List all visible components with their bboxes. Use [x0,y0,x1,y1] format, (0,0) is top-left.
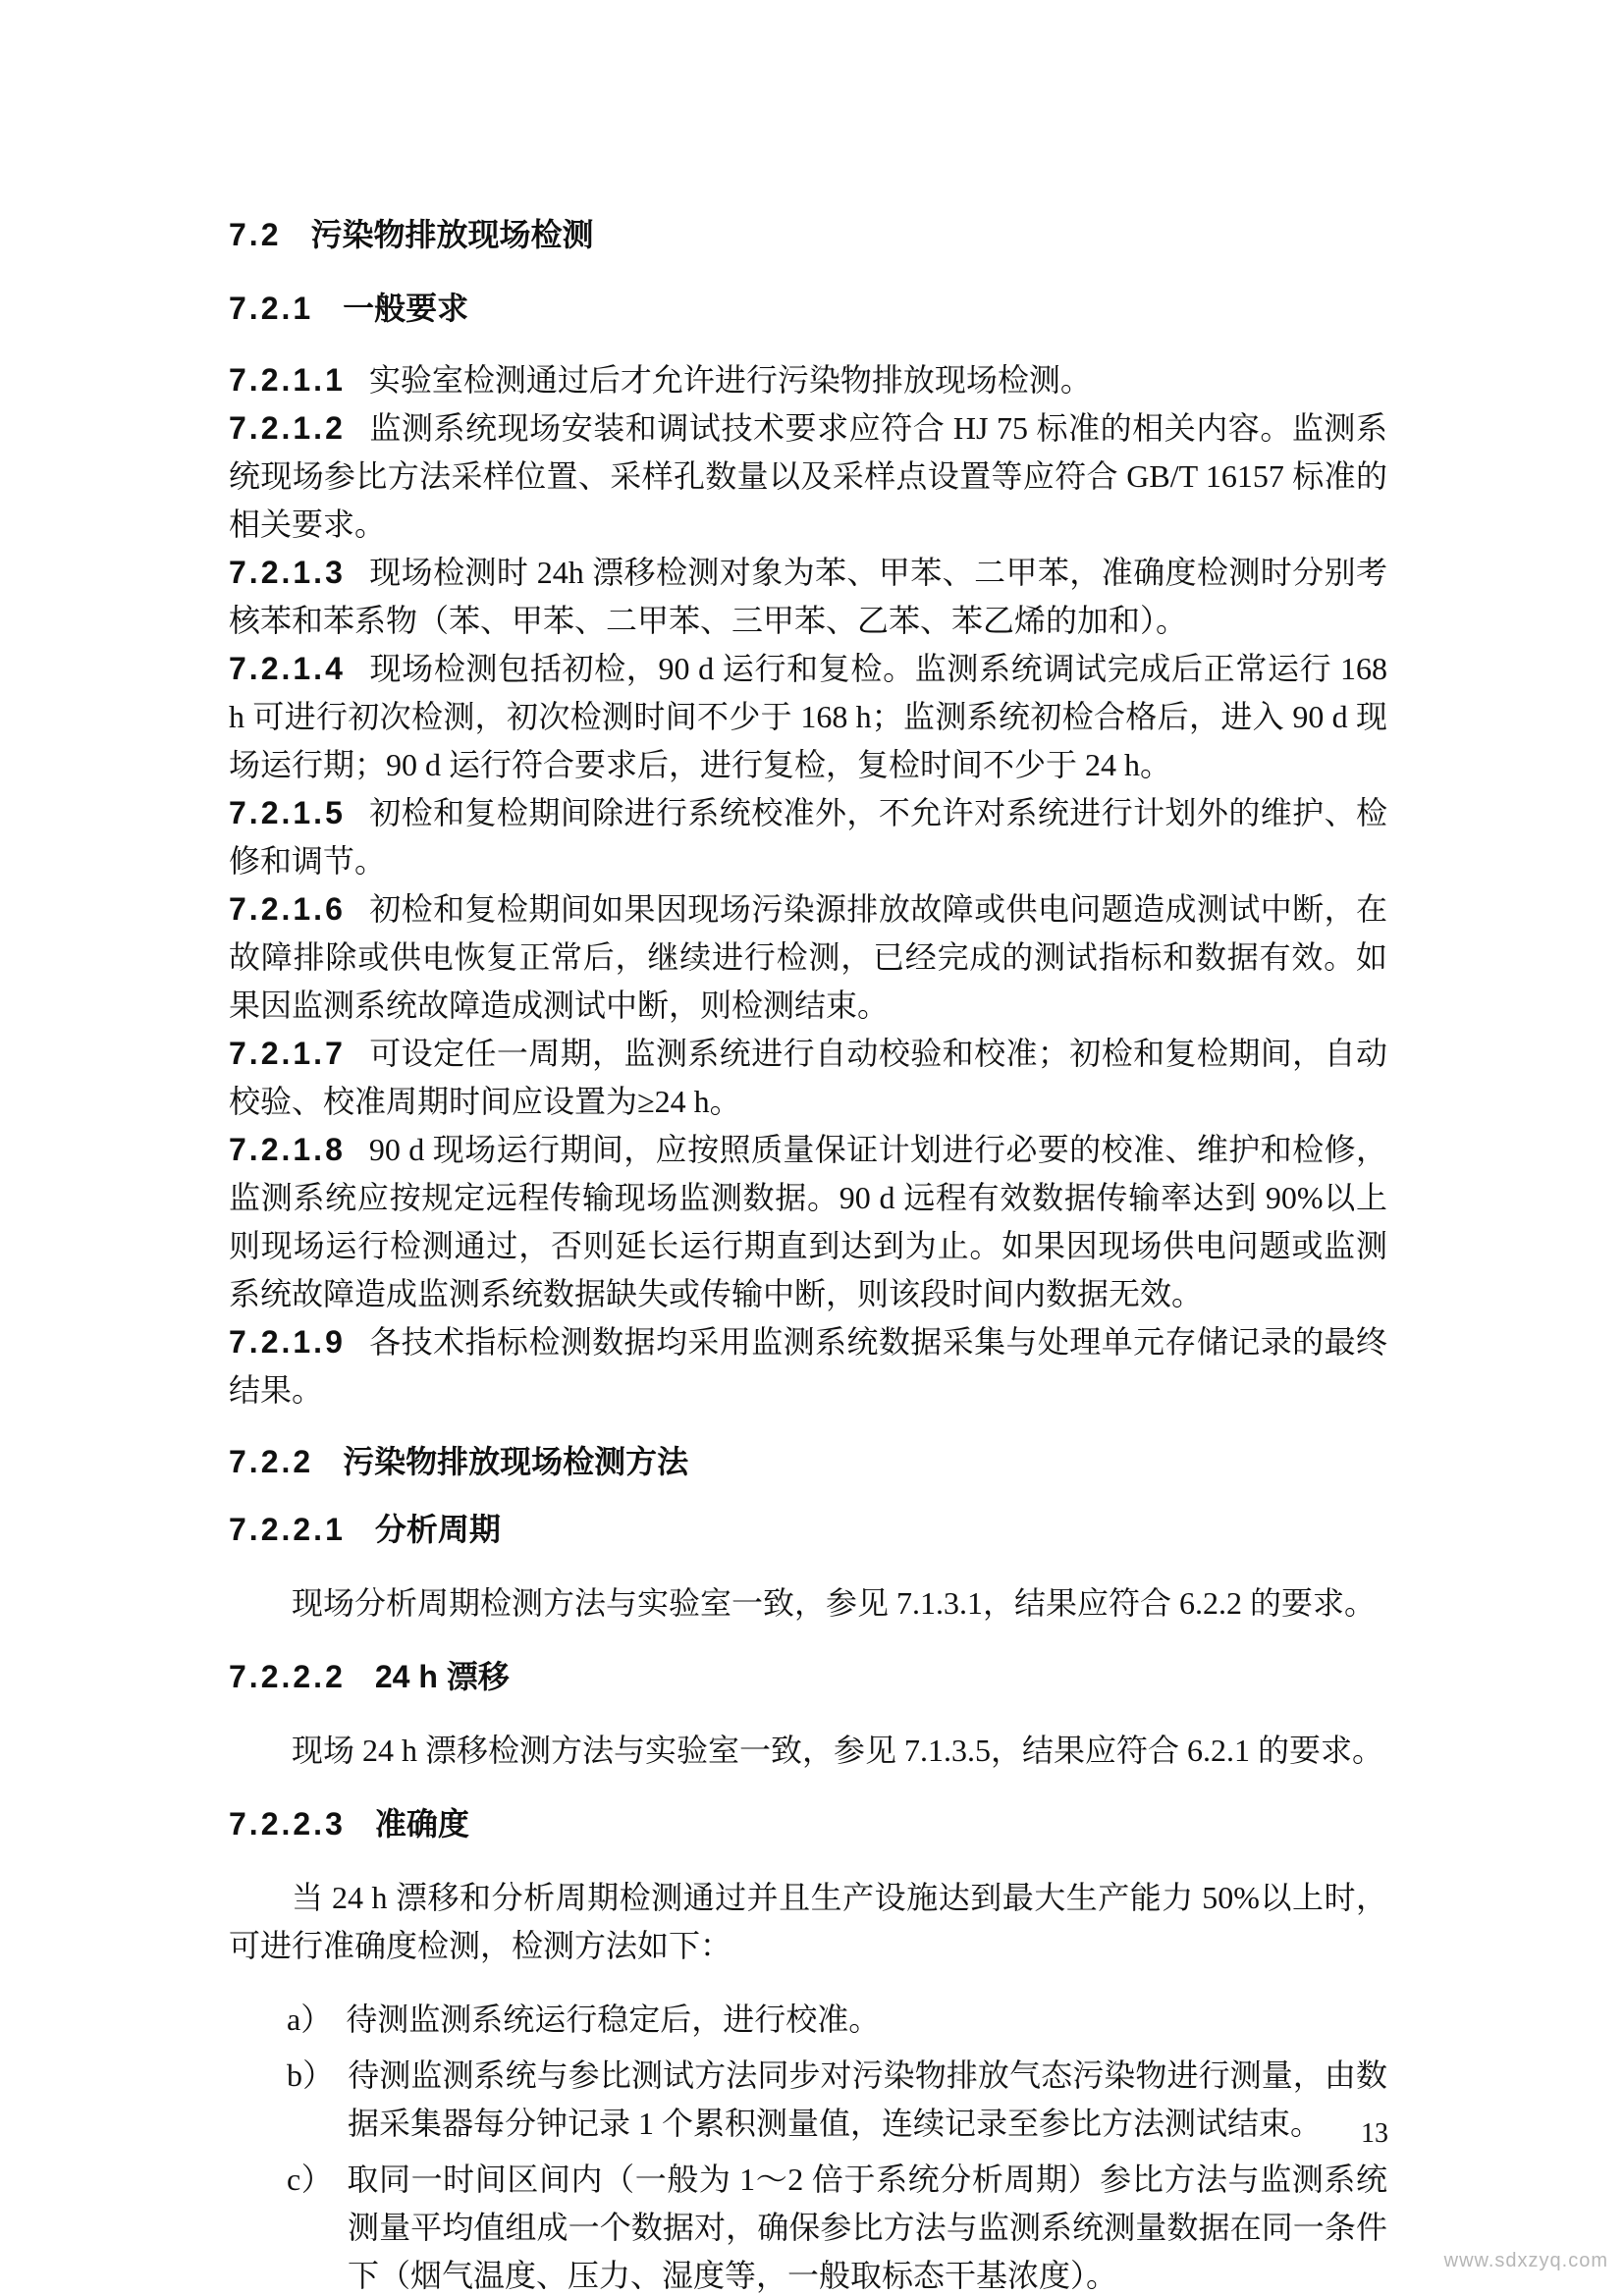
list-item-text: 待测监测系统与参比测试方法同步对污染物排放气态污染物进行测量，由数据采集器每分钟记录 1 个累积测量值，连续记录至参比方法测试结束。 [348,2057,1387,2141]
section-number: 7.2.1 [229,291,314,326]
page-number: 13 [1361,2118,1388,2149]
section-number: 7.2 [229,217,282,252]
section-title: 污染物排放现场检测 [310,217,594,252]
clause-text: 90 d 现场运行期间，应按照质量保证计划进行必要的校准、维护和检修，监测系统应按规定远程传输现场监测数据。90 d 远程有效数据传输率达到 90%以上则现场运行检测通过，否则延长运行期直到达到为止。如果因现场供电问题或监测系统故障造成监测系统数据缺失或传输中断，则该段时间内数据无效。 [229,1132,1387,1311]
list-item-text: 待测监测系统运行稳定后，进行校准。 [346,2002,881,2037]
section-number: 7.2.2.3 [229,1806,346,1842]
clause-number: 7.2.1.1 [229,362,346,398]
clause-number: 7.2.1.8 [229,1132,346,1167]
paragraph-drift-24h: 现场 24 h 漂移检测方法与实验室一致，参见 7.1.3.5，结果应符合 6.2.1 的要求。 [292,1733,1384,1768]
clause-7-2-1-6 [229,885,1387,1030]
section-heading-7-2 [229,211,1387,259]
clause-7-2-1-3 [229,549,1387,645]
section-number: 7.2.2.2 [229,1659,346,1694]
section-number: 7.2.2.1 [229,1512,346,1547]
clause-number: 7.2.1.4 [229,651,346,686]
clause-text: 实验室检测通过后才允许进行污染物排放现场检测。 [368,362,1092,398]
list-marker: a） [287,2002,333,2037]
list-item [229,2052,1387,2148]
clause-7-2-1-1 [229,356,1387,404]
clause-text: 初检和复检期间如果因现场污染源排放故障或供电问题造成测试中断，在故障排除或供电恢复正常后，继续进行检测，已经完成的测试指标和数据有效。如果因监测系统故障造成测试中断，则检测结束。 [229,891,1387,1023]
section-heading-7-2-2 [229,1438,1387,1486]
clause-7-2-1-2 [229,404,1387,549]
clause-number: 7.2.1.3 [229,555,346,590]
clause-7-2-1-7 [229,1030,1387,1126]
clause-text: 初检和复检期间除进行系统校准外，不允许对系统进行计划外的维护、检修和调节。 [229,795,1387,879]
section-title: 一般要求 [343,291,469,326]
section-heading-7-2-2-2 [229,1653,1387,1701]
list-marker: c） [287,2162,334,2197]
section-heading-7-2-2-1 [229,1506,1387,1554]
clause-text: 监测系统现场安装和调试技术要求应符合 HJ 75 标准的相关内容。监测系统现场参比方法采样位置、采样孔数量以及采样点设置等应符合 GB/T 16157 标准的相关要求。 [229,410,1387,542]
paragraph-accuracy-intro: 当 24 h 漂移和分析周期检测通过并且生产设施达到最大生产能力 50%以上时，可进行准确度检测，检测方法如下： [229,1880,1387,1963]
list-item [229,1996,1387,2044]
clause-number: 7.2.1.7 [229,1036,346,1071]
clause-number: 7.2.1.6 [229,891,346,927]
section-title: 污染物排放现场检测方法 [343,1444,689,1479]
clause-text: 可设定任一周期，监测系统进行自动校验和校准；初检和复检期间，自动校验、校准周期时间应设置为≥24 h。 [229,1036,1387,1119]
list-item [229,2156,1387,2296]
section-title: 分析周期 [374,1512,501,1547]
clause-text: 各技术指标检测数据均采用监测系统数据采集与处理单元存储记录的最终结果。 [229,1324,1387,1408]
clause-number: 7.2.1.9 [229,1324,346,1360]
section-title: 准确度 [374,1806,469,1842]
paragraph-analysis-period: 现场分析周期检测方法与实验室一致，参见 7.1.3.1，结果应符合 6.2.2 的要求。 [292,1585,1377,1621]
clause-text: 现场检测包括初检，90 d 运行和复检。监测系统调试完成后正常运行 168 h 可进行初次检测，初次检测时间不少于 168 h；监测系统初检合格后，进入 90 d 现场运行期；90 d 运行符合要求后，进行复检，复检时间不少于 24 h。 [229,651,1387,782]
clause-7-2-1-5 [229,789,1387,885]
clause-number: 7.2.1.5 [229,795,346,830]
list-marker: b） [287,2057,335,2093]
accuracy-method-list [229,1996,1387,2296]
watermark-text: www.sdxzyq.com [1443,2250,1608,2271]
clause-7-2-1-8 [229,1126,1387,1318]
section-number: 7.2.2 [229,1444,314,1479]
document-content [229,211,1387,2296]
section-heading-7-2-1 [229,285,1387,333]
clause-number: 7.2.1.2 [229,410,346,446]
clause-text: 现场检测时 24h 漂移检测对象为苯、甲苯、二甲苯，准确度检测时分别考核苯和苯系物（苯、甲苯、二甲苯、三甲苯、乙苯、苯乙烯的加和）。 [229,555,1387,638]
clause-7-2-1-4 [229,645,1387,789]
section-heading-7-2-2-3 [229,1800,1387,1848]
list-item-text: 取同一时间区间内（一般为 1～2 倍于系统分析周期）参比方法与监测系统测量平均值组成一个数据对，确保参比方法与监测系统测量数据在同一条件下（烟气温度、压力、湿度等，一般取标态干基浓度）。 [347,2162,1387,2293]
section-title: 24 h 漂移 [374,1659,510,1694]
clause-7-2-1-9 [229,1318,1387,1415]
